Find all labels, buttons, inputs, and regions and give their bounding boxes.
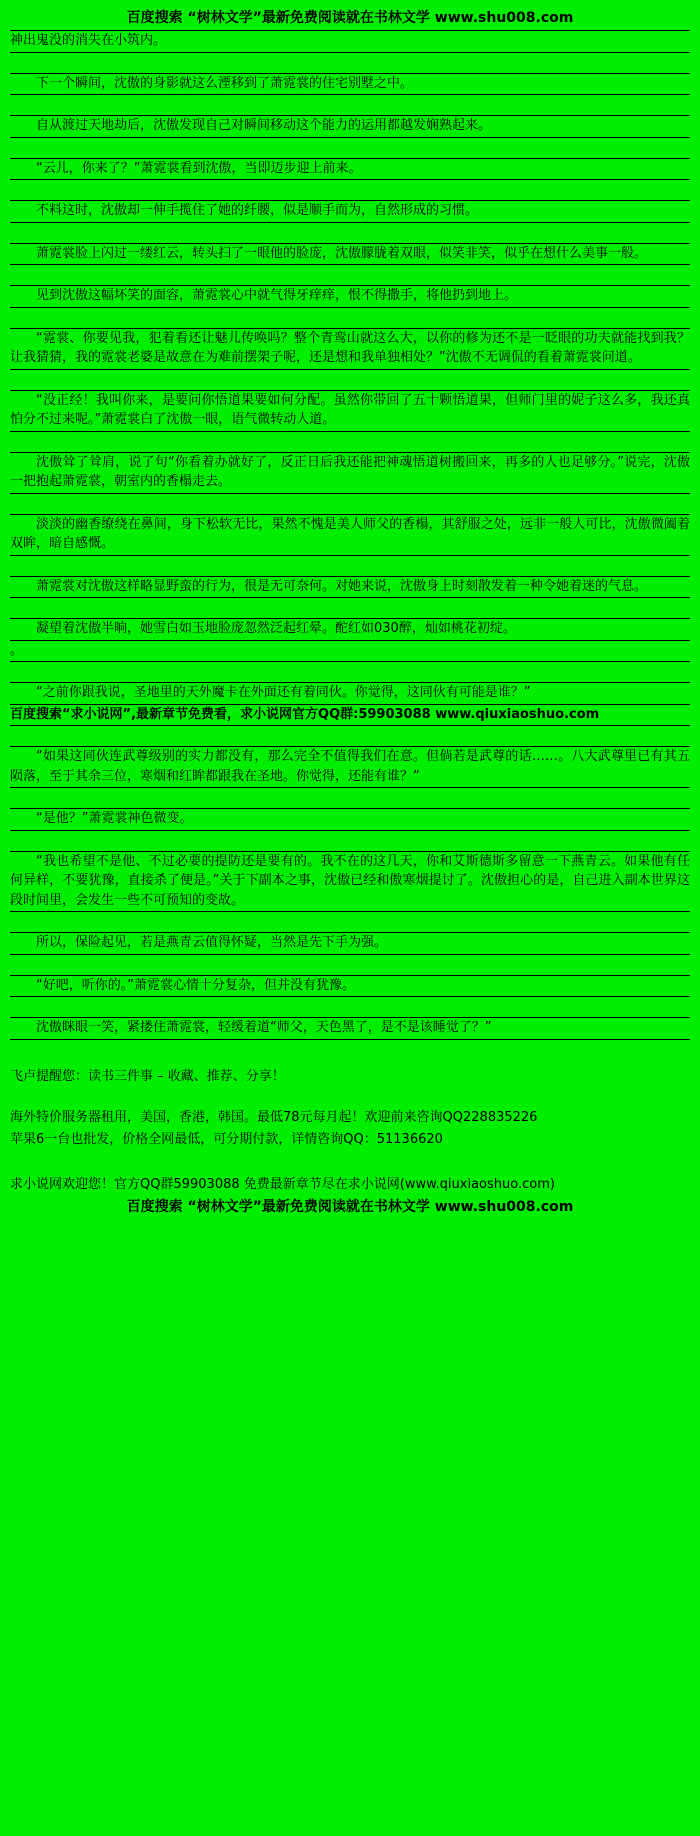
paragraph-gap [10,432,690,453]
paragraph: 不料这时，沈傲却一伸手揽住了她的纤腰，似是顺手而为，自然形成的习惯。 [10,201,690,223]
paragraph-gap [10,53,690,74]
paragraph-gap [10,788,690,809]
paragraph-gap [10,997,690,1018]
paragraph: 淡淡的幽香缭绕在鼻间，身下松软无比，果然不愧是美人师父的香榻，其舒服之处，远非一般人可比，沈傲微阖着双眸，暗自感慨。 [10,515,690,556]
paragraph: 下一个瞬间，沈傲的身影就这么湮移到了萧霓裳的住宅别墅之中。 [10,74,690,96]
paragraph: 萧霓裳对沈傲这样略显野蛮的行为，很是无可奈何。对她来说，沈傲身上时刻散发着一种令她着迷的气息。 [10,577,690,599]
paragraph: 自从渡过天地劫后，沈傲发现自己对瞬间移动这个能力的运用都越发娴熟起来。 [10,116,690,138]
paragraph-gap [10,138,690,159]
inline-promo-line: 百度搜索“求小说网”,最新章节免费看，求小说网官方QQ群:59903088 www.qiuxiaoshuo.com [10,705,690,727]
footer-gap [10,1152,690,1170]
paragraph: “霓裳、你要见我，犯着看还让魅儿传唤吗？整个青鸾山就这么大，以你的修为还不是一眨眼的功夫就能找到我？让我猜猜，我的霓裳老婆是故意在为难前摆架子呢，还是想和我单独相处？”沈傲不无调侃的看着萧霓裳问道。 [10,329,690,370]
paragraph: 见到沈傲这幅坏笑的面容，萧霓裳心中就气得牙痒痒，恨不得撒手，将他扔到地上。 [10,286,690,308]
paragraph-gap [10,223,690,244]
paragraph-gap [10,912,690,933]
footer-gap [10,1048,690,1066]
paragraph-gap [10,831,690,852]
paragraph-gap [10,598,690,619]
paragraph: “是他？”萧霓裳神色微变。 [10,809,690,831]
site-welcome-line: 求小说网欢迎您！官方QQ群59903088 免费最新章节尽在求小说网(www.qiuxiaoshuo.com) [10,1177,555,1193]
paragraph: 萧霓裳脸上闪过一缕红云，转头扫了一眼他的脸庞，沈傲朦胧着双眼，似笑非笑，似乎在想什么美事一般。 [10,244,690,266]
paragraph-gap [10,265,690,286]
paragraph: 所以，保险起见，若是燕青云值得怀疑，当然是先下手为强。 [10,933,690,955]
paragraph-gap [10,726,690,747]
ad-line-phone[interactable]: 苹果6一台也批发，价格全网最低，可分期付款，详情咨询QQ：51136620 [10,1132,443,1148]
body-paragraphs [10,31,690,1040]
paragraph-gap [10,370,690,391]
paragraph-gap [10,662,690,683]
paragraph: 。 [10,641,690,663]
footer-gap [10,1089,690,1107]
paragraph: 凝望着沈傲半晌，她雪白如玉地脸庞忽然泛起红晕。酡红如030醉，灿如桃花初绽。 [10,619,690,641]
paragraph: “没正经！我叫你来，是要问你悟道果要如何分配。虽然你带回了五十颗悟道果，但师门里的妮子这么多，我还真怕分不过来呢。”萧霓裳白了沈傲一眼，语气微转动人道。 [10,391,690,432]
footer-block [10,1048,690,1218]
ad-line-server[interactable]: 海外特价服务器租用，美国，香港，韩国。最低78元每月起！欢迎前来咨询QQ228835226 [10,1109,538,1125]
paragraph-gap [10,494,690,515]
paragraph: 沈傲眯眼一笑，紧搂住萧霓裳，轻缓着道“师父，天色黑了，是不是该睡觉了？” [10,1018,690,1040]
paragraph-gap [10,180,690,201]
paragraph: “云儿，你来了？”萧霓裳看到沈傲，当即迈步迎上前来。 [10,159,690,181]
paragraph: 神出鬼没的消失在小筑内。 [10,31,690,53]
paragraph: “好吧，听你的。”萧霓裳心情十分复杂，但并没有犹豫。 [10,976,690,998]
paragraph: “之前你跟我说，圣地里的天外魔卡在外面还有着同伙。你觉得，这同伙有可能是谁？” [10,683,690,705]
bottom-search-line: 百度搜索 “树林文学”最新免费阅读就在书林文学 www.shu008.com [126,1199,574,1216]
paragraph: “我也希望不是他、不过必要的提防还是要有的。我不在的这几天，你和艾斯德斯多留意一下燕青云。如果他有任何异样，不要犹豫，直接杀了便是。”关于下副本之事，沈傲已经和傲寒烟提讨了。沈傲担心的是，自己进入副本世界这段时间里，会发生一些不可预知的变故。 [10,852,690,913]
paragraph-gap [10,95,690,116]
paragraph: “如果这同伙连武尊级别的实力都没有，那么完全不值得我们在意。但倘若是武尊的话……。八大武尊里已有其五陨落，至于其余三位，寒烟和红眸都跟我在圣地。你觉得，还能有谁？” [10,747,690,788]
paragraph: 沈傲耸了耸肩，说了句“你看着办就好了，反正日后我还能把神魂悟道树搬回来，再多的人也足够分。”说完，沈傲一把抱起萧霓裳，朝室内的香榻走去。 [10,453,690,494]
page-header-title: 百度搜索 “树林文学”最新免费阅读就在书林文学 www.shu008.com [126,10,574,26]
paragraph-gap [10,308,690,329]
reading-reminder: 飞卢提醒您：读书三件事 – 收藏、推荐、分享！ [10,1068,285,1084]
paragraph-gap [10,556,690,577]
paragraph-gap [10,955,690,976]
